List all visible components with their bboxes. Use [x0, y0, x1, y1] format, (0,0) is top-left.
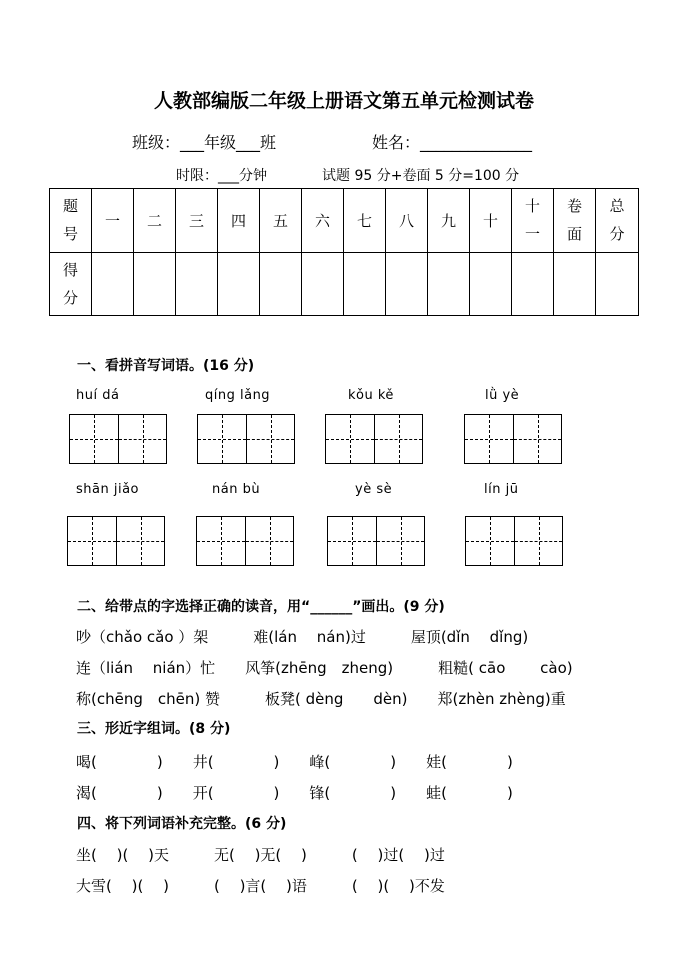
fill-idiom-line[interactable]: 坐( )( )天 无( )无( ) ( )过( )过 — [76, 846, 445, 864]
writing-grid[interactable] — [196, 516, 294, 566]
header-col-total: 总 分 — [596, 189, 639, 253]
score-cell[interactable] — [218, 252, 260, 316]
pronunciation-line[interactable]: 吵（chǎo cǎo ）架 难(lán nán)过 屋顶(dǐn dǐng) — [76, 628, 529, 646]
name-field: 姓名：______________ — [372, 133, 533, 152]
pronunciation-line[interactable]: 称(chēng chēn) 赞 板凳( dèng dèn) 郑(zhèn zhèng)重 — [76, 690, 566, 708]
time-limit: 时限：___分钟 — [176, 168, 267, 184]
header-col-10: 十 — [470, 189, 512, 253]
fill-idiom-line[interactable]: 大雪( )( ) ( )言( )语 ( )( )不发 — [76, 877, 445, 895]
score-cell[interactable] — [176, 252, 218, 316]
score-cell[interactable] — [512, 252, 554, 316]
writing-grid[interactable] — [464, 414, 562, 464]
word-formation-line[interactable]: 渴( ) 开( ) 锋( ) 蛙( ) — [76, 784, 513, 802]
score-table-header-row — [50, 189, 639, 253]
pinyin-label: kǒu kě — [348, 388, 394, 403]
row-score-label: 得 分 — [50, 252, 92, 316]
pinyin-label: yè sè — [355, 482, 393, 497]
writing-grid[interactable] — [197, 414, 295, 464]
pinyin-label: lín jū — [484, 482, 519, 497]
writing-grid[interactable] — [67, 516, 165, 566]
score-cell[interactable] — [302, 252, 344, 316]
header-col-5: 五 — [260, 189, 302, 253]
score-cell[interactable] — [386, 252, 428, 316]
score-cell[interactable] — [470, 252, 512, 316]
section-1-heading: 一、看拼音写词语。(16 分) — [77, 358, 255, 374]
pinyin-label: shān jiǎo — [76, 482, 139, 497]
writing-grid[interactable] — [465, 516, 563, 566]
writing-grid[interactable] — [325, 414, 423, 464]
writing-grid[interactable] — [327, 516, 425, 566]
header-col-11: 十 一 — [512, 189, 554, 253]
section-3-heading: 三、形近字组词。(8 分) — [77, 721, 231, 737]
writing-grid[interactable] — [69, 414, 167, 464]
score-cell[interactable] — [344, 252, 386, 316]
word-formation-line[interactable]: 喝( ) 井( ) 峰( ) 娃( ) — [76, 753, 513, 771]
pronunciation-line[interactable]: 连（lián nián）忙 风筝(zhēng zheng) 粗糙( cāo cào) — [76, 659, 573, 677]
header-col-neatness: 卷 面 — [554, 189, 596, 253]
score-cell[interactable] — [596, 252, 639, 316]
header-question-label: 题 号 — [50, 189, 92, 253]
header-col-8: 八 — [386, 189, 428, 253]
score-cell[interactable] — [428, 252, 470, 316]
score-cell[interactable] — [92, 252, 134, 316]
score-total: 试题 95 分+卷面 5 分=100 分 — [322, 168, 520, 184]
section-2-heading: 二、给带点的字选择正确的读音，用“______”画出。(9 分) — [77, 599, 445, 615]
score-table — [49, 188, 639, 316]
header-col-1: 一 — [92, 189, 134, 253]
header-col-4: 四 — [218, 189, 260, 253]
pinyin-label: nán bù — [212, 482, 261, 497]
class-field: 班级：___年级___班 — [132, 133, 277, 152]
pinyin-label: huí dá — [76, 388, 120, 403]
page-title: 人教部编版二年级上册语文第五单元检测试卷 — [153, 90, 534, 112]
score-cell[interactable] — [134, 252, 176, 316]
header-col-2: 二 — [134, 189, 176, 253]
pinyin-label: lǜ yè — [485, 388, 520, 403]
header-col-6: 六 — [302, 189, 344, 253]
header-col-3: 三 — [176, 189, 218, 253]
score-cell[interactable] — [554, 252, 596, 316]
header-col-9: 九 — [428, 189, 470, 253]
score-table-score-row — [50, 252, 639, 316]
header-col-7: 七 — [344, 189, 386, 253]
section-4-heading: 四、将下列词语补充完整。(6 分) — [77, 816, 287, 832]
score-cell[interactable] — [260, 252, 302, 316]
pinyin-label: qíng lǎng — [205, 388, 271, 403]
